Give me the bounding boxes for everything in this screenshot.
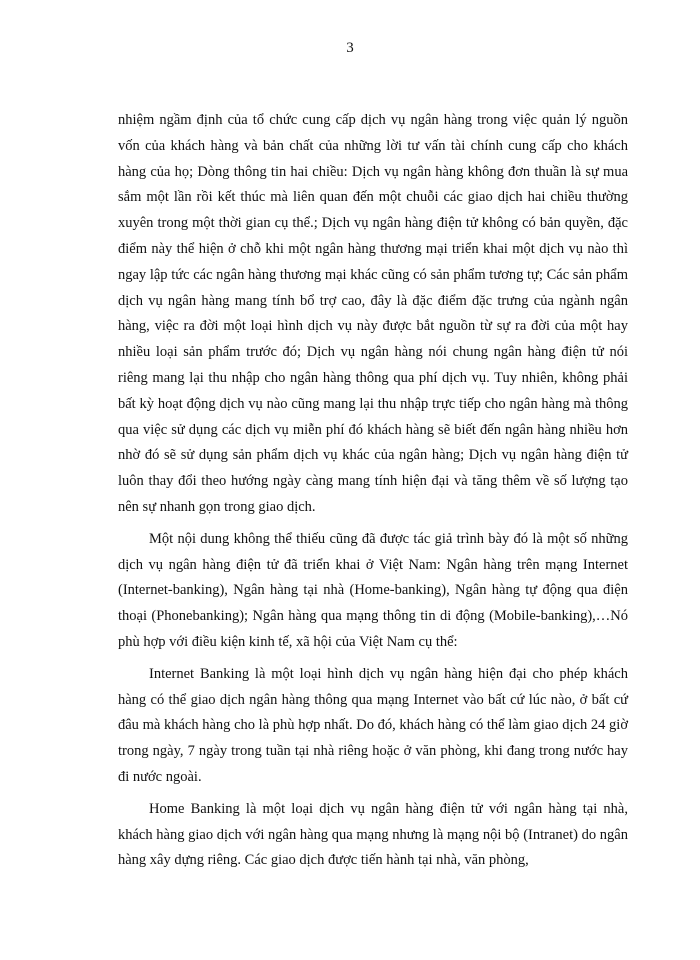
page-number: 3 — [346, 40, 354, 56]
paragraph-internet-banking: Internet Banking là một loại hình dịch vụ ngân hàng hiện đại cho phép khách hàng có thể giao dịch ngân hàng thông qua mạng Internet vào bất cứ lúc nào, ở bất cứ đâu mà khách hàng cho là phù hợp nhất. Do đó, khách hàng có thể làm giao dịch 24 giờ trong ngày, 7 ngày trong tuần tại nhà riêng hoặc ở văn phòng, khi đang trong nước hay đi nước ngoài. — [118, 665, 628, 785]
document-body — [118, 108, 628, 874]
paragraph-home-banking: Home Banking là một loại dịch vụ ngân hàng điện tử với ngân hàng tại nhà, khách hàng giao dịch với ngân hàng qua mạng nhưng là mạng nội bộ (Intranet) do ngân hàng xây dựng riêng. Các giao dịch được tiến hành tại nhà, văn phòng, — [118, 800, 628, 869]
paragraph-overview: Một nội dung không thể thiếu cũng đã được tác giả trình bày đó là một số những dịch vụ ngân hàng điện tử đã triển khai ở Việt Nam: Ngân hàng trên mạng Internet (Internet-banking), Ngân hàng tại nhà (Home-banking), Ngân hàng tự động qua điện thoại (Phonebanking); Ngân hàng qua mạng thông tin di động (Mobile-banking),…Nó phù hợp với điều kiện kinh tế, xã hội của Việt Nam cụ thể: — [118, 530, 628, 650]
paragraph-continued: nhiệm ngầm định của tổ chức cung cấp dịch vụ ngân hàng trong việc quản lý nguồn vốn của khách hàng và bản chất của những lời tư vấn tài chính cung cấp cho khách hàng của họ; Dòng thông tin hai chiều: Dịch vụ ngân hàng không đơn thuần là sự mua sắm một lần rồi kết thúc mà liên quan đến một chuỗi các giao dịch hai chiều thường xuyên trong một thời gian cụ thể.; Dịch vụ ngân hàng điện tử không có bản quyền, đặc điểm này thể hiện ở chỗ khi một ngân hàng thương mại triển khai một dịch vụ nào thì ngay lập tức các ngân hàng thương mại khác cũng có sản phẩm tương tự; Các sản phẩm dịch vụ ngân hàng mang tính bổ trợ cao, đây là đặc điểm đặc trưng của ngành ngân hàng, việc ra đời một loại hình dịch vụ này được bắt nguồn từ sự ra đời của một hay nhiều loại sản phẩm trước đó; Dịch vụ ngân hàng nói chung ngân hàng điện tử nói riêng mang lại thu nhập cho ngân hàng thông qua phí dịch vụ. Tuy nhiên, không phải bất kỳ hoạt động dịch vụ nào cũng mang lại thu nhập trực tiếp cho ngân hàng mà thông qua việc sử dụng các dịch vụ miễn phí đó khách hàng sẽ biết đến ngân hàng nhiều hơn nhờ đó sẽ sử dụng sản phẩm dịch vụ khác của ngân hàng; Dịch vụ ngân hàng điện tử luôn thay đổi theo hướng ngày càng mang tính hiện đại và tăng thêm về số lượng tạo nên sự nhanh gọn trong giao dịch. — [118, 112, 628, 515]
